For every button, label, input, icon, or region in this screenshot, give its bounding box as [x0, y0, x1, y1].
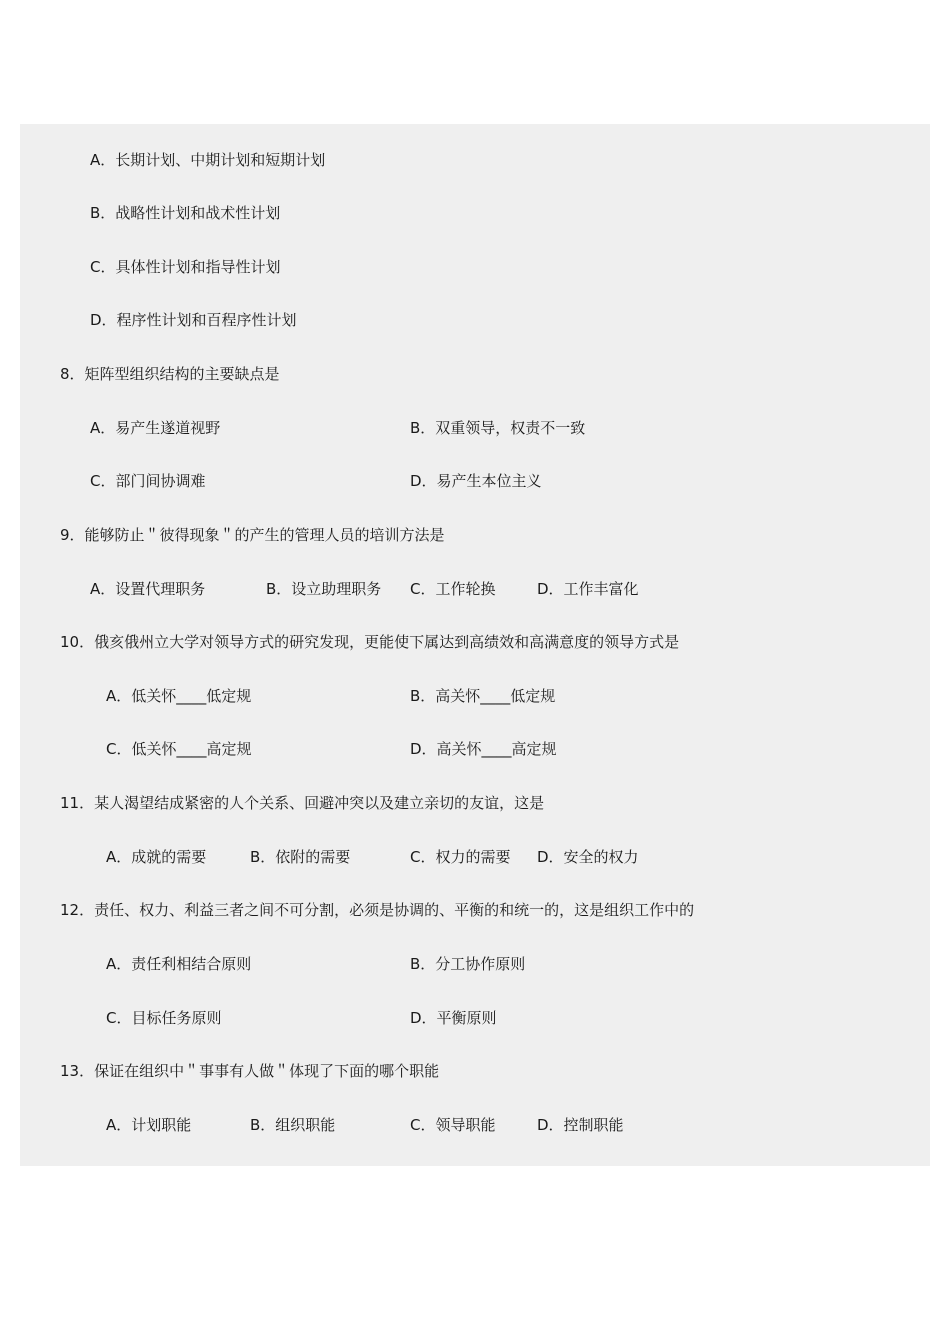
question-8-option-d: D．易产生本位主义: [410, 472, 542, 490]
question-11-stem: 11．某人渴望结成紧密的人个关系、回避冲突以及建立亲切的友谊，这是: [60, 794, 545, 812]
question-13-stem: 13．保证在组织中＂事事有人做＂体现了下面的哪个职能: [60, 1062, 440, 1080]
question-12-option-c: C．目标任务原则: [106, 1009, 222, 1027]
question-11-option-d: D．安全的权力: [537, 848, 639, 866]
question-9-option-a: A．设置代理职务: [90, 580, 206, 598]
question-11-option-c: C．权力的需要: [410, 848, 511, 866]
prev-option-a: A．长期计划、中期计划和短期计划: [90, 151, 326, 169]
question-12-option-d: D．平衡原则: [410, 1009, 497, 1027]
question-13-option-c: C．领导职能: [410, 1116, 496, 1134]
question-12-option-a: A．责任利相结合原则: [106, 955, 252, 973]
question-10-option-b: B．高关怀____低定规: [410, 687, 556, 705]
question-8-option-b: B．双重领导，权责不一致: [410, 419, 586, 437]
question-10-option-c: C．低关怀____高定规: [106, 740, 252, 758]
question-12-stem: 12．责任、权力、利益三者之间不可分割，必须是协调的、平衡的和统一的，这是组织工作中的: [60, 901, 695, 919]
question-11-option-b: B．依附的需要: [250, 848, 351, 866]
question-10-stem: 10．俄亥俄州立大学对领导方式的研究发现，更能使下属达到高绩效和高满意度的领导方式是: [60, 633, 680, 651]
question-11-option-a: A．成就的需要: [106, 848, 207, 866]
prev-option-b: B．战略性计划和战术性计划: [90, 204, 281, 222]
question-9-option-d: D．工作丰富化: [537, 580, 639, 598]
prev-option-d: D．程序性计划和百程序性计划: [90, 311, 297, 329]
prev-option-c: C．具体性计划和指导性计划: [90, 258, 281, 276]
document-page: [20, 124, 930, 1166]
question-8-stem: 8．矩阵型组织结构的主要缺点是: [60, 365, 280, 383]
question-13-option-d: D．控制职能: [537, 1116, 624, 1134]
question-9-option-b: B．设立助理职务: [266, 580, 382, 598]
question-10-option-a: A．低关怀____低定规: [106, 687, 252, 705]
question-9-option-c: C．工作轮换: [410, 580, 496, 598]
question-8-option-c: C．部门间协调难: [90, 472, 206, 490]
question-10-option-d: D．高关怀____高定规: [410, 740, 557, 758]
question-12-option-b: B．分工协作原则: [410, 955, 526, 973]
question-8-option-a: A．易产生遂道视野: [90, 419, 221, 437]
question-9-stem: 9．能够防止＂彼得现象＂的产生的管理人员的培训方法是: [60, 526, 445, 544]
question-13-option-a: A．计划职能: [106, 1116, 192, 1134]
question-13-option-b: B．组织职能: [250, 1116, 336, 1134]
